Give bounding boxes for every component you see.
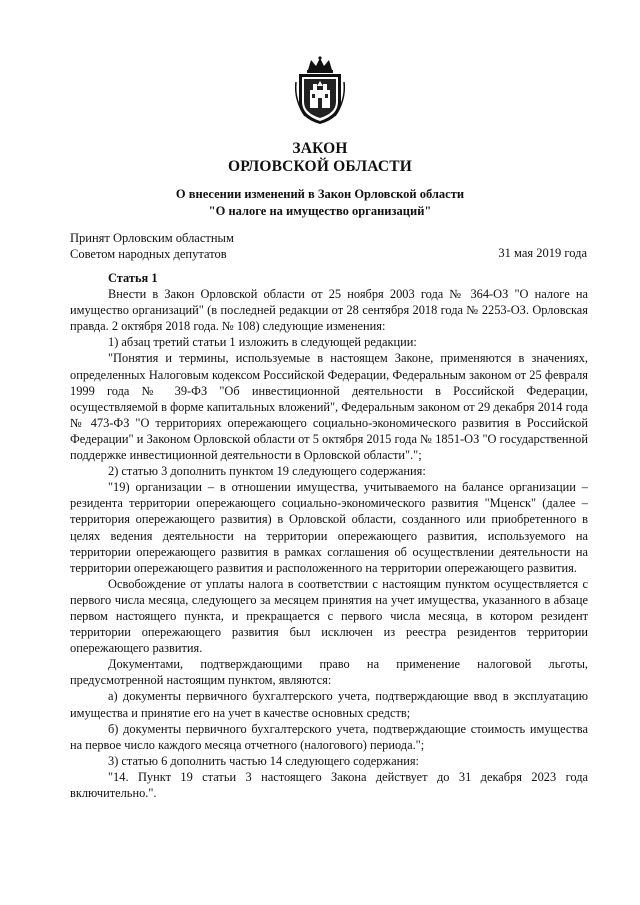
adoption-line: Принят Орловским областным [70,231,234,245]
law-region: ОРЛОВСКОЙ ОБЛАСТИ [227,158,413,175]
adoption-date: 31 мая 2019 года [498,246,587,260]
adoption-info [70,230,234,262]
paragraph: Внести в Закон Орловской области от 25 ноября 2003 года № 364-ОЗ "О налоге на имущество организаций" (в последней редакции от 28 сентября 2018 года № 2253-ОЗ. Орловская правда. 2 октября 2018 года. № 108) следующие изменения: [70,287,588,334]
paragraph: 3) статью 6 дополнить частью 14 следующего содержания: [108,753,419,768]
law-title: ЗАКОН [292,140,348,157]
paragraph: "19) организации – в отношении имущества, учитываемого на балансе организации – резидента территории опережающего социально-экономического развития "Мценск" (далее – территория опережающего развития) в Орловской области, созданного или приобретенного в целях ведения деятельности на территории опережающего развития, используемого на территории опережающего развития в рамках соглашения об осуществлении деятельности на территории опережающего развития и расположенного на территории опережающего развития. [70,480,588,575]
paragraph: "Понятия и термины, используемые в настоящем Законе, применяются в значениях, определенных Налоговым кодексом Российской Федерации, Федеральным законом от 25 февраля 1999 года № 39-ФЗ "Об инвестиционной деятельности в Российской Федерации, осуществляемой в форме капитальных вложений", Федеральным законом от 29 декабря 2014 года № 473-ФЗ "О территориях опережающего социально-экономического развития в Российской Федерации" и Законом Орловской области от 5 октября 2015 года № 1851-ОЗ "О государственной поддержке инвестиционной деятельности в Орловской области"."; [70,351,588,463]
article-body [70,270,588,801]
subtitle-line: "О налоге на имущество организаций" [208,204,432,218]
paragraph: 1) абзац третий статьи 1 изложить в следующей редакции: [108,335,417,350]
paragraph: "14. Пункт 19 статьи 3 настоящего Закона действует до 31 декабря 2023 года включительно.". [70,769,588,800]
subtitle-line: О внесении изменений в Закон Орловской области [175,187,465,201]
paragraph: Освобождение от уплаты налога в соответствии с настоящим пунктом осуществляется с первого числа месяца, следующего за месяцем принятия на учет имущества, указанного в абзаце первом настоящего пункта, и прекращается с первого числа месяца, в котором резидент территории опережающего развития был исключен из реестра резидентов территории опережающего развития. [70,576,588,656]
paragraph: а) документы первичного бухгалтерского учета, подтверждающие ввод в эксплуатацию имущества и принятие его на учет в качестве основных средств; [70,689,588,720]
article-heading: Статья 1 [108,271,158,285]
paragraph: 2) статью 3 дополнить пунктом 19 следующего содержания: [108,464,426,479]
law-subtitle [0,186,640,220]
paragraph: Документами, подтверждающими право на применение налоговой льготы, предусмотренной настоящим пунктом, являются: [70,657,588,688]
coat-of-arms-icon [293,56,347,126]
adoption-line: Советом народных депутатов [70,247,227,261]
paragraph: б) документы первичного бухгалтерского учета, подтверждающие стоимость имущества на первое число каждого месяца отчетного (налогового) периода."; [70,721,588,752]
